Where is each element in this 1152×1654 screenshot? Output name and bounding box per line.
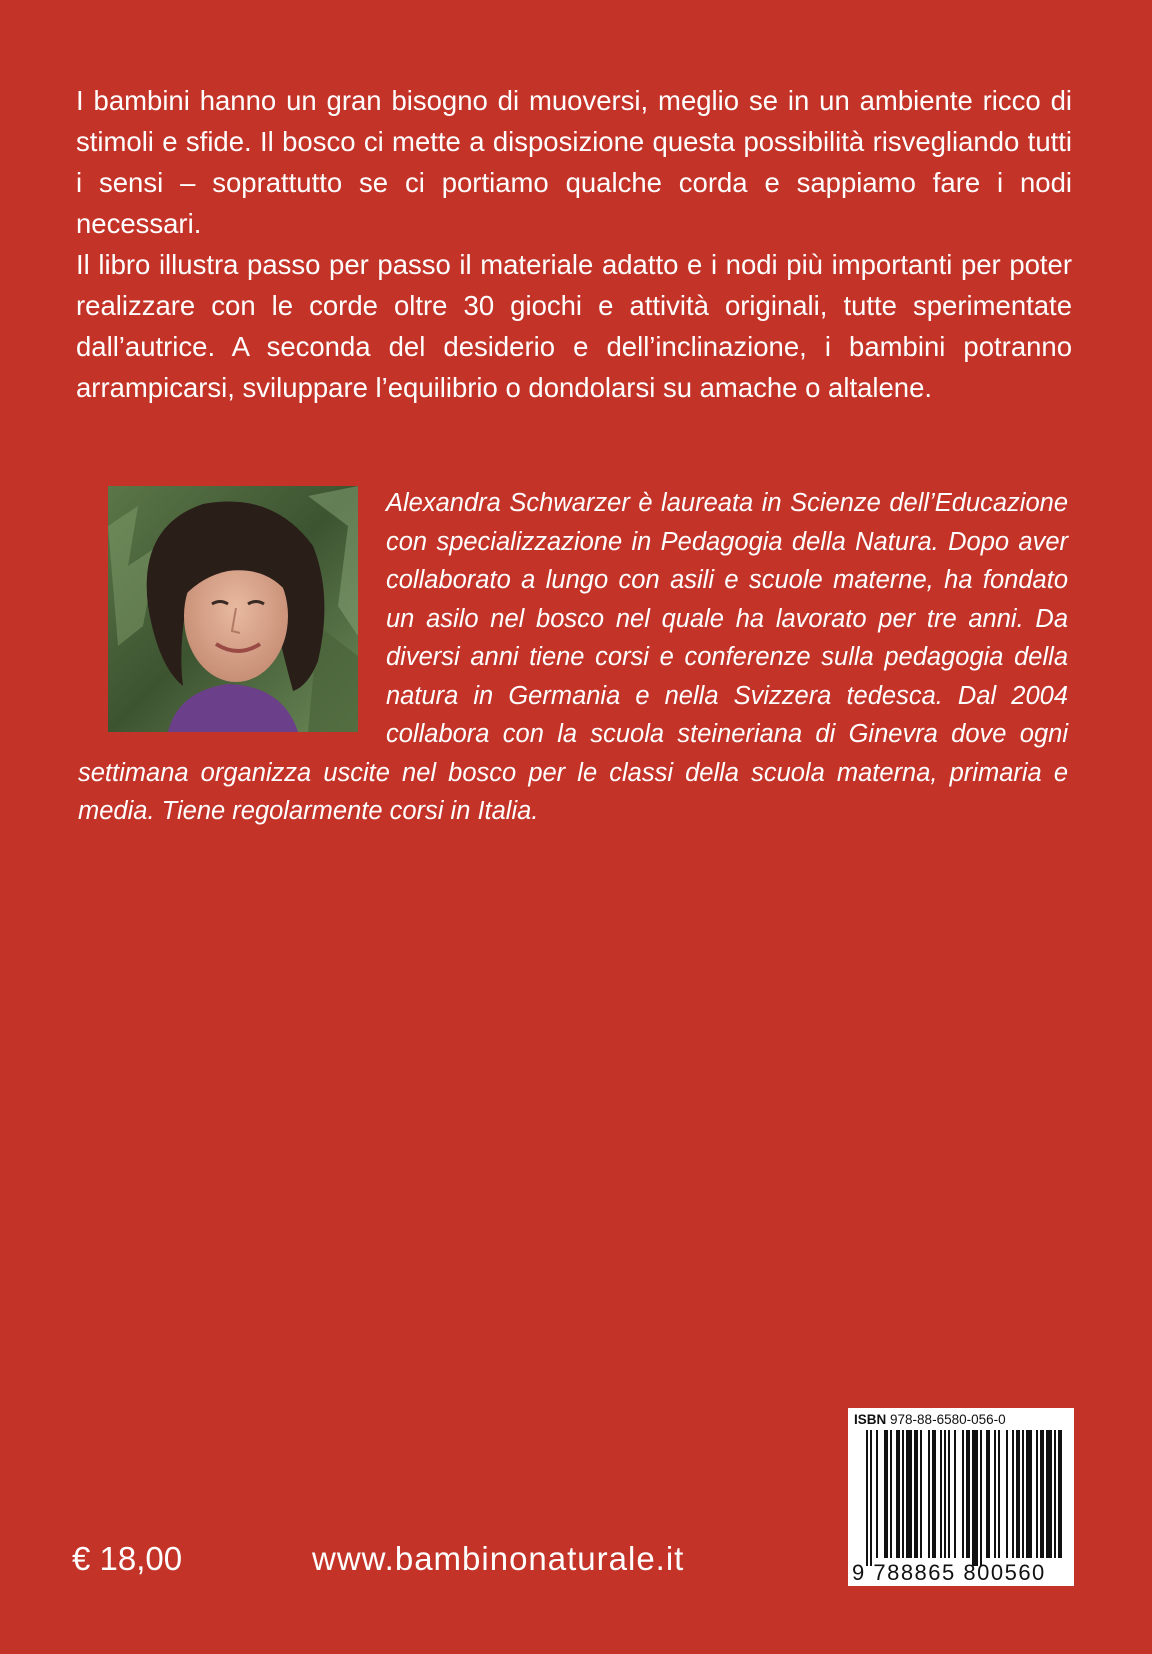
book-blurb: [76, 80, 1072, 408]
isbn-barcode: [848, 1408, 1074, 1586]
publisher-website: www.bambinonaturale.it: [312, 1540, 685, 1577]
isbn-number: 978-88-6580-056-0: [890, 1412, 1006, 1427]
ean-digits: 9 788865 800560: [852, 1560, 1046, 1585]
isbn-label: ISBN: [854, 1412, 887, 1427]
blurb-paragraph-1: I bambini hanno un gran bisogno di muoversi, meglio se in un ambiente ricco di stimoli e sfide. Il bosco ci mette a disposizione questa possibilità risvegliando tutti i sensi – soprattutto se ci portiamo qualche corda e sappiamo fare i nodi necessari.: [76, 85, 1072, 239]
barcode-bars: [848, 1430, 1074, 1566]
price-label: € 18,00: [72, 1540, 183, 1577]
author-bio-section: [78, 484, 1068, 831]
isbn-line: [854, 1412, 1006, 1427]
author-photo: [108, 486, 358, 732]
author-bio-text: Alexandra Schwarzer è laureata in Scienze dell’Educazione con specializzazione in Pedagogia della Natura. Dopo aver collaborato a lungo con asili e scuole materne, ha fondato un asilo nel bosco nel quale ha lavorato per tre anni. Da diversi anni tiene corsi e conferenze sulla pedagogia della natura in Germania e nella Svizzera tedesca. Dal 2004 collabora con la scuola steineriana di Ginevra dove ogni settimana organizza uscite nel bosco per le classi della scuola materna, primaria e media. Tiene regolarmente corsi in Italia.: [78, 489, 1068, 825]
blurb-paragraph-2: Il libro illustra passo per passo il materiale adatto e i nodi più importanti per poter realizzare con le corde oltre 30 giochi e attività originali, tutte sperimentate dall’autrice. A seconda del desiderio e dell’inclinazione, i bambini potranno arrampicarsi, sviluppare l’equilibrio o dondolarsi su amache o altalene.: [76, 249, 1072, 403]
